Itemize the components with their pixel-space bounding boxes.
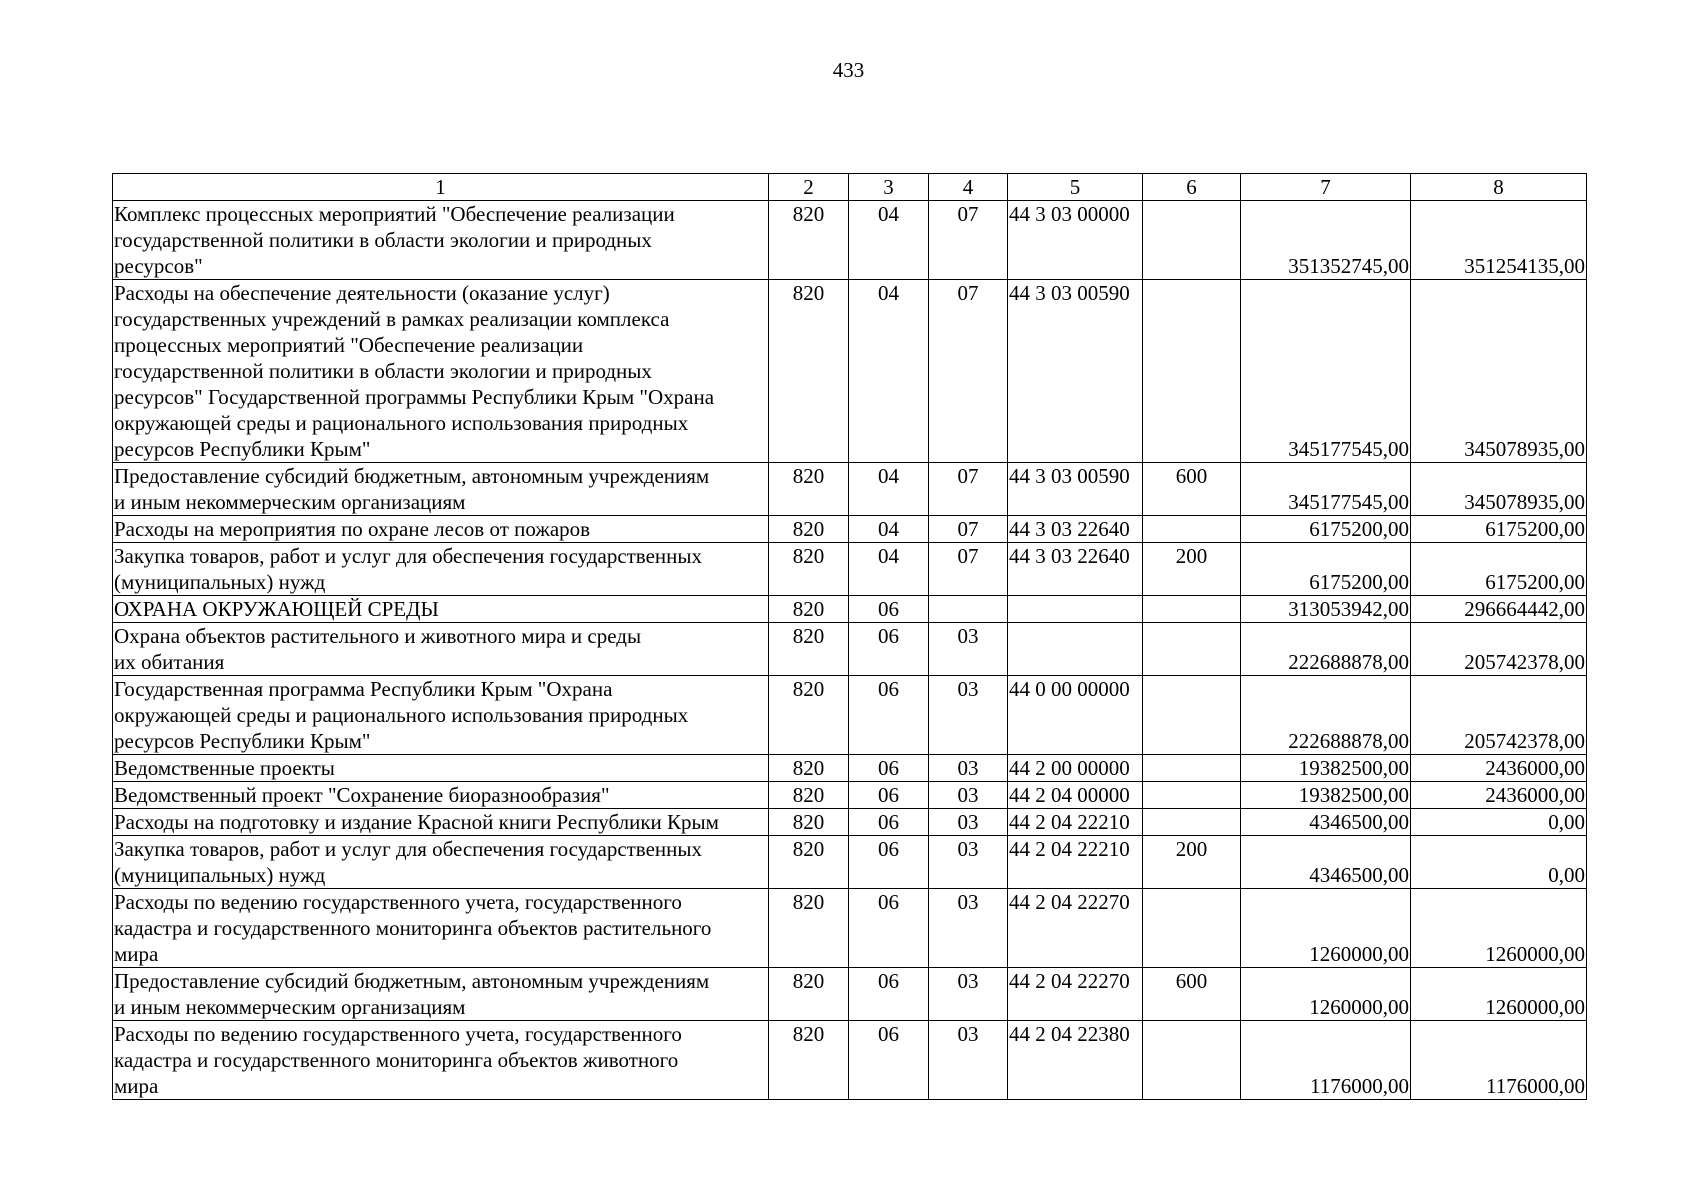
grbs-code-cell: 820 [769, 463, 849, 516]
target-item-code-cell: 44 2 04 22270 [1008, 968, 1143, 1021]
column-header: 5 [1008, 174, 1143, 201]
grbs-code-cell: 820 [769, 543, 849, 596]
expense-type-code-cell [1143, 889, 1241, 968]
amount-year2-cell: 205742378,00 [1411, 623, 1587, 676]
amount-year1-cell: 345177545,00 [1241, 280, 1411, 463]
amount-year2-cell: 1176000,00 [1411, 1021, 1587, 1100]
table-row [113, 516, 1587, 543]
amount-year1-cell: 351352745,00 [1241, 201, 1411, 280]
column-header: 8 [1411, 174, 1587, 201]
subsection-code-cell: 03 [929, 782, 1008, 809]
section-code-cell: 06 [849, 782, 929, 809]
expense-name-cell [113, 463, 769, 516]
amount-year2-cell: 6175200,00 [1411, 516, 1587, 543]
section-code-cell: 04 [849, 201, 929, 280]
section-code-cell: 04 [849, 516, 929, 543]
target-item-code-cell: 44 2 04 22270 [1008, 889, 1143, 968]
expense-name-cell [113, 782, 769, 809]
subsection-code-cell: 03 [929, 1021, 1008, 1100]
expense-name-line: ресурсов" [114, 254, 203, 278]
table-row [113, 596, 1587, 623]
amount-year2-cell: 0,00 [1411, 809, 1587, 836]
table-row [113, 676, 1587, 755]
budget-table [112, 173, 1587, 1100]
target-item-code-cell: 44 2 00 00000 [1008, 755, 1143, 782]
amount-year1-cell: 4346500,00 [1241, 836, 1411, 889]
target-item-code-cell: 44 0 00 00000 [1008, 676, 1143, 755]
grbs-code-cell: 820 [769, 516, 849, 543]
grbs-code-cell: 820 [769, 623, 849, 676]
expense-name-line: и иным некоммерческим организациям [114, 995, 466, 1019]
section-code-cell: 04 [849, 280, 929, 463]
expense-type-code-cell [1143, 676, 1241, 755]
expense-name-line: ресурсов Республики Крым" [114, 729, 371, 753]
table-row [113, 543, 1587, 596]
expense-name-line: Охрана объектов растительного и животного мира и среды [114, 624, 642, 648]
grbs-code-cell: 820 [769, 1021, 849, 1100]
expense-name-line: (муниципальных) нужд [114, 570, 326, 594]
table-row [113, 463, 1587, 516]
column-header: 7 [1241, 174, 1411, 201]
amount-year1-cell: 345177545,00 [1241, 463, 1411, 516]
expense-type-code-cell [1143, 596, 1241, 623]
target-item-code-cell: 44 3 03 22640 [1008, 516, 1143, 543]
expense-name-line: Комплекс процессных мероприятий "Обеспечение реализации [114, 202, 675, 226]
grbs-code-cell: 820 [769, 782, 849, 809]
expense-name-line: Расходы на обеспечение деятельности (оказание услуг) [114, 281, 610, 305]
expense-name-cell [113, 836, 769, 889]
amount-year2-cell: 6175200,00 [1411, 543, 1587, 596]
subsection-code-cell: 07 [929, 543, 1008, 596]
expense-name-cell [113, 516, 769, 543]
amount-year2-cell: 345078935,00 [1411, 463, 1587, 516]
grbs-code-cell: 820 [769, 889, 849, 968]
table-row [113, 623, 1587, 676]
expense-type-code-cell [1143, 623, 1241, 676]
header-row [113, 174, 1587, 201]
table-row [113, 280, 1587, 463]
expense-type-code-cell [1143, 782, 1241, 809]
section-code-cell: 06 [849, 596, 929, 623]
amount-year1-cell: 222688878,00 [1241, 676, 1411, 755]
expense-name-line: Ведомственные проекты [114, 756, 335, 780]
expense-name-line: ОХРАНА ОКРУЖАЮЩЕЙ СРЕДЫ [114, 597, 439, 621]
subsection-code-cell: 03 [929, 676, 1008, 755]
target-item-code-cell [1008, 623, 1143, 676]
expense-name-line: ресурсов Республики Крым" [114, 437, 371, 461]
expense-name-cell [113, 676, 769, 755]
amount-year2-cell: 345078935,00 [1411, 280, 1587, 463]
section-code-cell: 06 [849, 676, 929, 755]
expense-type-code-cell [1143, 809, 1241, 836]
grbs-code-cell: 820 [769, 676, 849, 755]
table-row [113, 809, 1587, 836]
expense-name-line: процессных мероприятий "Обеспечение реализации [114, 333, 584, 357]
subsection-code-cell: 03 [929, 755, 1008, 782]
table-row [113, 201, 1587, 280]
expense-type-code-cell: 200 [1143, 543, 1241, 596]
expense-name-cell [113, 968, 769, 1021]
amount-year1-cell: 1260000,00 [1241, 889, 1411, 968]
subsection-code-cell: 03 [929, 968, 1008, 1021]
amount-year1-cell: 19382500,00 [1241, 755, 1411, 782]
table-row [113, 836, 1587, 889]
expense-name-line: их обитания [114, 650, 225, 674]
column-header: 4 [929, 174, 1008, 201]
amount-year2-cell: 205742378,00 [1411, 676, 1587, 755]
expense-name-line: кадастра и государственного мониторинга объектов растительного [114, 916, 712, 940]
column-header: 6 [1143, 174, 1241, 201]
section-code-cell: 06 [849, 968, 929, 1021]
expense-name-line: окружающей среды и рационального использования природных [114, 411, 689, 435]
expense-name-line: Расходы на подготовку и издание Красной книги Республики Крым [114, 810, 719, 834]
column-header: 1 [113, 174, 769, 201]
amount-year1-cell: 19382500,00 [1241, 782, 1411, 809]
grbs-code-cell: 820 [769, 755, 849, 782]
amount-year1-cell: 313053942,00 [1241, 596, 1411, 623]
target-item-code-cell [1008, 596, 1143, 623]
section-code-cell: 06 [849, 623, 929, 676]
amount-year1-cell: 6175200,00 [1241, 516, 1411, 543]
grbs-code-cell: 820 [769, 596, 849, 623]
expense-type-code-cell [1143, 201, 1241, 280]
expense-name-line: (муниципальных) нужд [114, 863, 326, 887]
target-item-code-cell: 44 3 03 00000 [1008, 201, 1143, 280]
table-row [113, 782, 1587, 809]
expense-name-line: Расходы по ведению государственного учета, государственного [114, 1022, 682, 1046]
expense-name-cell [113, 201, 769, 280]
expense-name-line: государственных учреждений в рамках реализации комплекса [114, 307, 670, 331]
amount-year2-cell: 1260000,00 [1411, 968, 1587, 1021]
expense-name-line: государственной политики в области экологии и природных [114, 228, 652, 252]
subsection-code-cell: 03 [929, 889, 1008, 968]
expense-name-line: государственной политики в области экологии и природных [114, 359, 652, 383]
grbs-code-cell: 820 [769, 836, 849, 889]
expense-name-cell [113, 280, 769, 463]
subsection-code-cell: 07 [929, 201, 1008, 280]
expense-name-line: Закупка товаров, работ и услуг для обеспечения государственных [114, 544, 703, 568]
grbs-code-cell: 820 [769, 280, 849, 463]
table-row [113, 889, 1587, 968]
amount-year1-cell: 4346500,00 [1241, 809, 1411, 836]
amount-year2-cell: 2436000,00 [1411, 782, 1587, 809]
expense-name-cell [113, 755, 769, 782]
amount-year2-cell: 1260000,00 [1411, 889, 1587, 968]
expense-type-code-cell [1143, 755, 1241, 782]
section-code-cell: 04 [849, 463, 929, 516]
column-header: 3 [849, 174, 929, 201]
target-item-code-cell: 44 3 03 00590 [1008, 280, 1143, 463]
expense-name-line: Расходы по ведению государственного учета, государственного [114, 890, 682, 914]
expense-type-code-cell: 200 [1143, 836, 1241, 889]
amount-year2-cell: 2436000,00 [1411, 755, 1587, 782]
expense-name-line: Ведомственный проект "Сохранение биоразнообразия" [114, 783, 610, 807]
grbs-code-cell: 820 [769, 809, 849, 836]
section-code-cell: 04 [849, 543, 929, 596]
grbs-code-cell: 820 [769, 968, 849, 1021]
target-item-code-cell: 44 3 03 00590 [1008, 463, 1143, 516]
amount-year1-cell: 1176000,00 [1241, 1021, 1411, 1100]
expense-name-line: Предоставление субсидий бюджетным, автономным учреждениям [114, 969, 710, 993]
expense-type-code-cell: 600 [1143, 463, 1241, 516]
expense-name-line: кадастра и государственного мониторинга объектов животного [114, 1048, 679, 1072]
target-item-code-cell: 44 2 04 22210 [1008, 836, 1143, 889]
amount-year1-cell: 1260000,00 [1241, 968, 1411, 1021]
expense-name-line: Расходы на мероприятия по охране лесов от пожаров [114, 517, 591, 541]
expense-name-line: окружающей среды и рационального использования природных [114, 703, 689, 727]
target-item-code-cell: 44 2 04 22210 [1008, 809, 1143, 836]
table-body [113, 201, 1587, 1100]
table-row [113, 1021, 1587, 1100]
table-row [113, 755, 1587, 782]
expense-name-line: Закупка товаров, работ и услуг для обеспечения государственных [114, 837, 703, 861]
section-code-cell: 06 [849, 809, 929, 836]
expense-name-line: Предоставление субсидий бюджетным, автономным учреждениям [114, 464, 710, 488]
expense-name-line: мира [114, 1074, 159, 1098]
subsection-code-cell: 03 [929, 836, 1008, 889]
expense-name-cell [113, 889, 769, 968]
column-header: 2 [769, 174, 849, 201]
section-code-cell: 06 [849, 836, 929, 889]
section-code-cell: 06 [849, 755, 929, 782]
page-number: 433 [832, 58, 865, 82]
expense-name-line: и иным некоммерческим организациям [114, 490, 466, 514]
subsection-code-cell [929, 596, 1008, 623]
section-code-cell: 06 [849, 1021, 929, 1100]
subsection-code-cell: 07 [929, 516, 1008, 543]
expense-name-cell [113, 809, 769, 836]
amount-year1-cell: 6175200,00 [1241, 543, 1411, 596]
expense-name-cell [113, 1021, 769, 1100]
target-item-code-cell: 44 2 04 00000 [1008, 782, 1143, 809]
subsection-code-cell: 03 [929, 623, 1008, 676]
amount-year2-cell: 296664442,00 [1411, 596, 1587, 623]
expense-name-line: мира [114, 942, 159, 966]
table-row [113, 968, 1587, 1021]
target-item-code-cell: 44 3 03 22640 [1008, 543, 1143, 596]
subsection-code-cell: 07 [929, 280, 1008, 463]
expense-name-cell [113, 543, 769, 596]
amount-year1-cell: 222688878,00 [1241, 623, 1411, 676]
subsection-code-cell: 03 [929, 809, 1008, 836]
expense-type-code-cell: 600 [1143, 968, 1241, 1021]
expense-type-code-cell [1143, 516, 1241, 543]
section-code-cell: 06 [849, 889, 929, 968]
expense-name-line: Государственная программа Республики Крым "Охрана [114, 677, 613, 701]
expense-type-code-cell [1143, 280, 1241, 463]
expense-name-cell [113, 596, 769, 623]
amount-year2-cell: 351254135,00 [1411, 201, 1587, 280]
expense-type-code-cell [1143, 1021, 1241, 1100]
target-item-code-cell: 44 2 04 22380 [1008, 1021, 1143, 1100]
amount-year2-cell: 0,00 [1411, 836, 1587, 889]
grbs-code-cell: 820 [769, 201, 849, 280]
expense-name-cell [113, 623, 769, 676]
subsection-code-cell: 07 [929, 463, 1008, 516]
expense-name-line: ресурсов" Государственной программы Республики Крым "Охрана [114, 385, 715, 409]
